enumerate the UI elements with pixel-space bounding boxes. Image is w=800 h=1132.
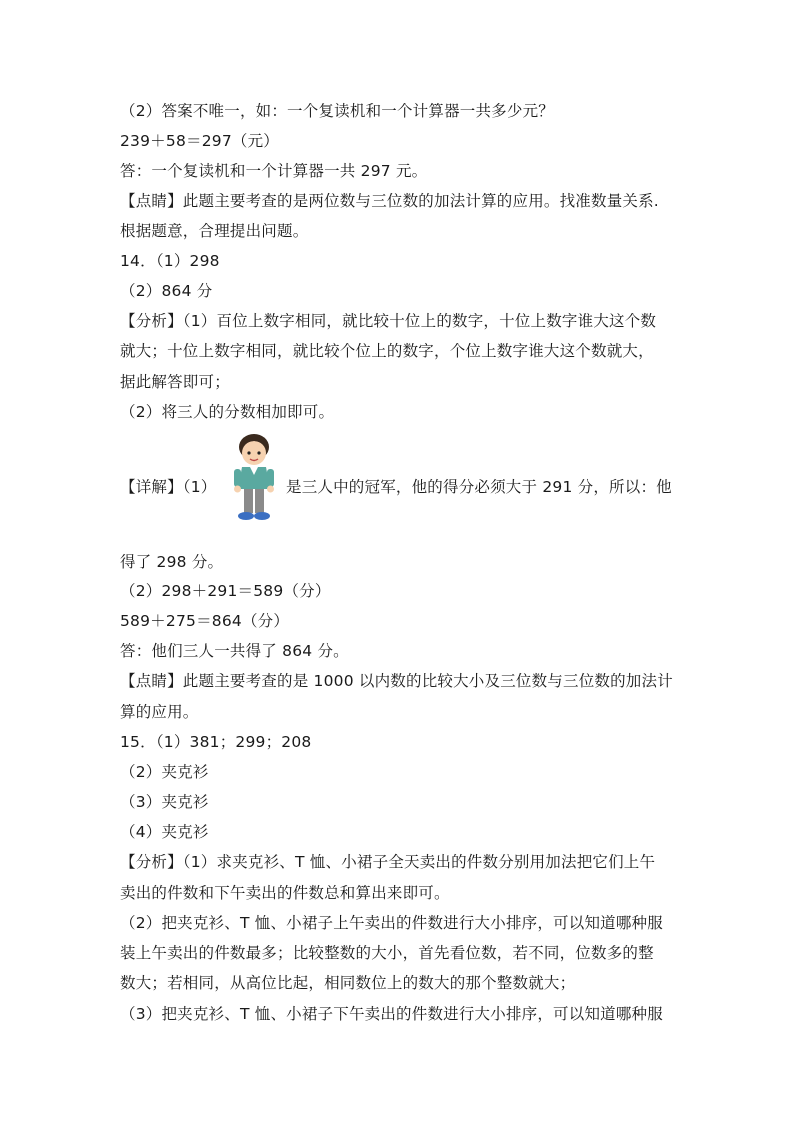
text-line: 据此解答即可； xyxy=(120,373,230,391)
question-number: 14．（1）298 xyxy=(120,252,220,270)
text-line: 239＋58＝297（元） xyxy=(120,132,279,150)
text-line: 是三人中的冠军，他的得分必须大于 291 分，所以：他 xyxy=(286,478,672,496)
text-line: 【详解】（1） xyxy=(120,478,217,496)
text-line: 数大；若相同，从高位比起，相同数位上的数大的那个整数就大； xyxy=(120,974,576,992)
boy-figure-icon xyxy=(224,431,284,523)
text-line: （3）把夹克衫、T 恤、小裙子下午卖出的件数进行大小排序，可以知道哪种服 xyxy=(120,1005,663,1023)
text-line: （2）将三人的分数相加即可。 xyxy=(120,403,335,421)
text-line: （3）夹克衫 xyxy=(120,793,209,811)
text-line: 答：一个复读机和一个计算器一共 297 元。 xyxy=(120,162,428,180)
text-line: 得了 298 分。 xyxy=(120,553,224,571)
text-line: 【点睛】此题主要考查的是两位数与三位数的加法计算的应用。找准数量关系. xyxy=(120,192,659,210)
text-line: （2）298＋291＝589（分） xyxy=(120,582,331,600)
text-line: 装上午卖出的件数最多；比较整数的大小，首先看位数，若不同，位数多的整 xyxy=(120,944,654,962)
text-line: 算的应用。 xyxy=(120,703,199,721)
text-line: 根据题意，合理提出问题。 xyxy=(120,222,309,240)
text-line: （4）夹克衫 xyxy=(120,823,209,841)
text-line: （2）夹克衫 xyxy=(120,763,209,781)
text-line: 【分析】（1）百位上数字相同，就比较十位上的数字，十位上数字谁大这个数 xyxy=(120,312,657,330)
text-line: （2）把夹克衫、T 恤、小裙子上午卖出的件数进行大小排序，可以知道哪种服 xyxy=(120,914,663,932)
text-line: 卖出的件数和下午卖出的件数总和算出来即可。 xyxy=(120,884,450,902)
text-line: 【点睛】此题主要考查的是 1000 以内数的比较大小及三位数与三位数的加法计 xyxy=(120,672,673,690)
text-line: 589＋275＝864（分） xyxy=(120,612,290,630)
question-number: 15．（1）381；299；208 xyxy=(120,733,312,751)
text-line: 就大；十位上数字相同，就比较个位上的数字，个位上数字谁大这个数就大， xyxy=(120,342,654,360)
text-line: （2）答案不唯一，如：一个复读机和一个计算器一共多少元？ xyxy=(120,102,554,120)
text-line: 答：他们三人一共得了 864 分。 xyxy=(120,642,349,660)
text-line: （2）864 分 xyxy=(120,282,213,300)
text-line: 【分析】（1）求夹克衫、T 恤、小裙子全天卖出的件数分别用加法把它们上午 xyxy=(120,853,656,871)
